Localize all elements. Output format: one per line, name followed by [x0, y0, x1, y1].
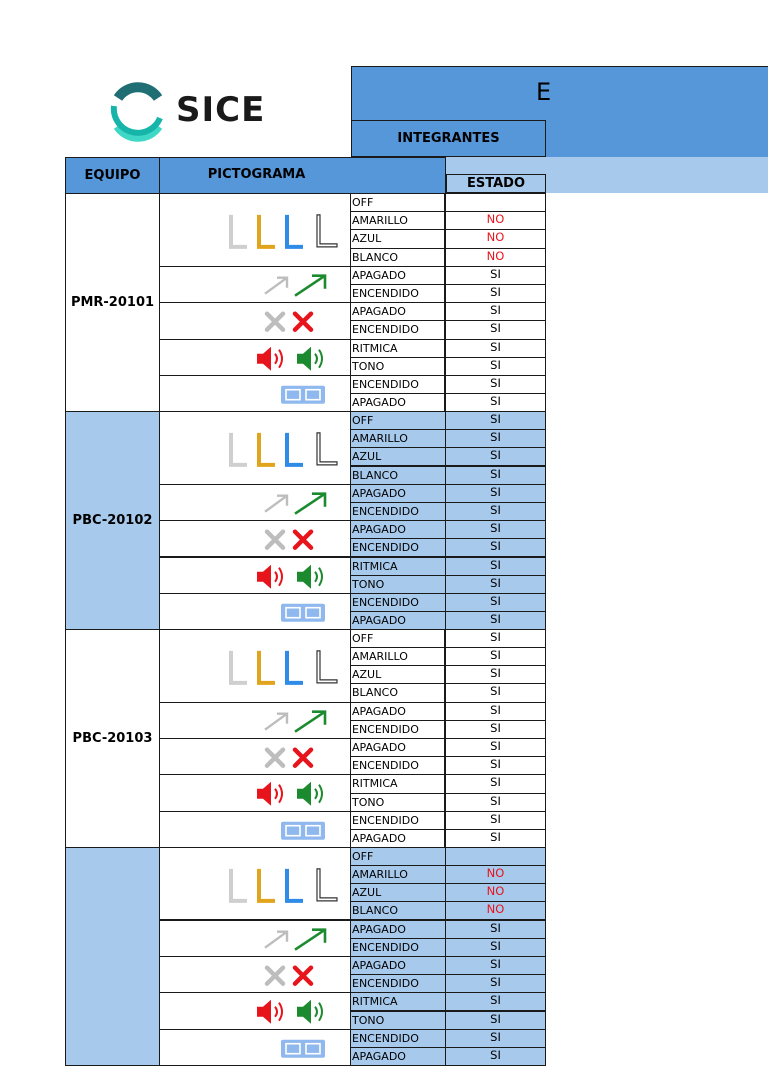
estado-value: SI: [445, 793, 546, 812]
estado-value: SI: [445, 1029, 546, 1048]
equipo-cell: PBC-20103: [65, 629, 160, 848]
state-label: BLANCO: [350, 683, 446, 702]
estado-value: SI: [445, 429, 546, 448]
state-label: AMARILLO: [350, 211, 446, 230]
state-label: ENCENDIDO: [350, 375, 446, 394]
estado-value: SI: [445, 665, 546, 684]
estado-value: SI: [445, 484, 546, 503]
estado-value: SI: [445, 992, 546, 1011]
equipo-cell: PBC-20102: [65, 411, 160, 630]
equipo-cell: [65, 847, 160, 1066]
state-label: APAGADO: [350, 302, 446, 321]
estado-value: NO: [445, 248, 546, 267]
estado-value: SI: [445, 738, 546, 757]
state-label: AZUL: [350, 665, 446, 684]
estado-value: SI: [445, 466, 546, 485]
estado-value: NO: [445, 229, 546, 248]
state-label: AMARILLO: [350, 429, 446, 448]
estado-value: SI: [445, 756, 546, 775]
estado-value: SI: [445, 920, 546, 939]
logo-brand-text: SICE: [176, 90, 266, 130]
state-label: ENCENDIDO: [350, 938, 446, 957]
estado-value: SI: [445, 393, 546, 412]
estado-value: SI: [445, 611, 546, 630]
state-label: APAGADO: [350, 520, 446, 539]
estado-value: SI: [445, 447, 546, 466]
integrantes-band-right: [546, 120, 768, 157]
col-pictograma-header: PICTOGRAMA: [159, 157, 446, 194]
equipo-cell: PMR-20101: [65, 193, 160, 412]
status-table: [65, 193, 546, 1063]
state-label: TONO: [350, 575, 446, 594]
estado-value: SI: [445, 411, 546, 430]
state-label: AMARILLO: [350, 647, 446, 666]
state-label: AZUL: [350, 447, 446, 466]
state-label: RITMICA: [350, 992, 446, 1011]
state-label: RITMICA: [350, 339, 446, 358]
sice-ring-icon: [108, 84, 166, 140]
estado-value: SI: [445, 702, 546, 721]
estado-value: SI: [445, 593, 546, 612]
state-label: OFF: [350, 411, 446, 430]
estado-value: NO: [445, 901, 546, 920]
state-label: OFF: [350, 193, 446, 212]
state-label: BLANCO: [350, 466, 446, 485]
estado-value: SI: [445, 811, 546, 830]
estado-value: NO: [445, 865, 546, 884]
estado-value: [445, 193, 546, 212]
state-label: AZUL: [350, 883, 446, 902]
estado-value: SI: [445, 1047, 546, 1066]
estado-value: SI: [445, 629, 546, 648]
col-estado-header: ESTADO: [446, 174, 546, 193]
estado-value: [445, 847, 546, 866]
estado-value: SI: [445, 683, 546, 702]
estado-value: SI: [445, 774, 546, 793]
estado-value: SI: [445, 647, 546, 666]
integrantes-header: INTEGRANTES: [351, 120, 546, 157]
state-label: TONO: [350, 793, 446, 812]
estado-value: SI: [445, 1011, 546, 1030]
state-label: ENCENDIDO: [350, 720, 446, 739]
state-label: BLANCO: [350, 248, 446, 267]
state-label: ENCENDIDO: [350, 1029, 446, 1048]
page-title-fragment: E: [536, 78, 552, 106]
estado-value: SI: [445, 339, 546, 358]
estado-value: SI: [445, 502, 546, 521]
col-equipo-header: EQUIPO: [65, 157, 160, 194]
estado-value: SI: [445, 956, 546, 975]
state-label: ENCENDIDO: [350, 593, 446, 612]
state-label: APAGADO: [350, 920, 446, 939]
state-label: APAGADO: [350, 611, 446, 630]
estado-value: SI: [445, 538, 546, 557]
estado-value: SI: [445, 575, 546, 594]
state-label: TONO: [350, 1011, 446, 1030]
estado-value: SI: [445, 357, 546, 376]
state-label: ENCENDIDO: [350, 756, 446, 775]
state-label: APAGADO: [350, 738, 446, 757]
state-label: OFF: [350, 629, 446, 648]
state-label: ENCENDIDO: [350, 538, 446, 557]
state-label: AZUL: [350, 229, 446, 248]
state-label: RITMICA: [350, 774, 446, 793]
state-label: RITMICA: [350, 557, 446, 576]
estado-value: NO: [445, 211, 546, 230]
state-label: ENCENDIDO: [350, 974, 446, 993]
estado-value: SI: [445, 520, 546, 539]
estado-value: SI: [445, 284, 546, 303]
state-label: ENCENDIDO: [350, 811, 446, 830]
state-label: APAGADO: [350, 484, 446, 503]
state-label: APAGADO: [350, 829, 446, 848]
estado-value: SI: [445, 302, 546, 321]
state-label: APAGADO: [350, 702, 446, 721]
sice-logo: [108, 84, 278, 140]
state-label: APAGADO: [350, 956, 446, 975]
state-label: AMARILLO: [350, 865, 446, 884]
estado-value: SI: [445, 974, 546, 993]
estado-value: SI: [445, 938, 546, 957]
state-label: APAGADO: [350, 393, 446, 412]
state-label: TONO: [350, 357, 446, 376]
estado-value: NO: [445, 883, 546, 902]
state-label: APAGADO: [350, 1047, 446, 1066]
state-label: APAGADO: [350, 266, 446, 285]
state-label: OFF: [350, 847, 446, 866]
title-band: [351, 66, 768, 120]
estado-value: SI: [445, 557, 546, 576]
state-label: ENCENDIDO: [350, 502, 446, 521]
estado-value: SI: [445, 266, 546, 285]
estado-value: SI: [445, 375, 546, 394]
state-label: BLANCO: [350, 901, 446, 920]
estado-value: SI: [445, 320, 546, 339]
state-label: ENCENDIDO: [350, 320, 446, 339]
estado-value: SI: [445, 720, 546, 739]
state-label: ENCENDIDO: [350, 284, 446, 303]
estado-value: SI: [445, 829, 546, 848]
